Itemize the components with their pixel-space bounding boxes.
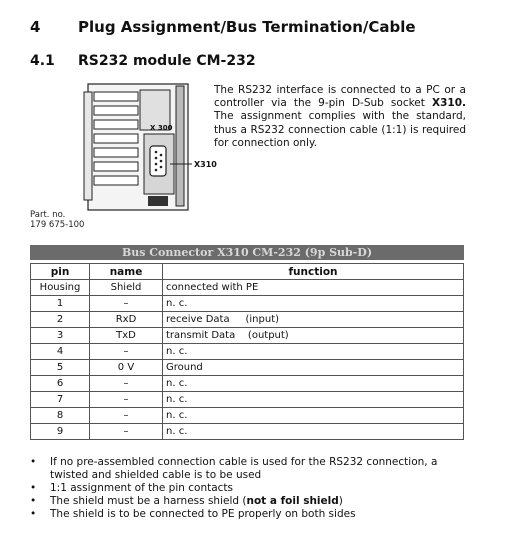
list-item: • The shield must be a harness shield (not a foil shield) <box>30 495 343 507</box>
section-title: Plug Assignment/Bus Termination/Cable <box>78 18 416 36</box>
cell-name: RxD <box>90 312 163 328</box>
list-item: • 1:1 assignment of the pin contacts <box>30 482 234 494</box>
cell-function: n. c. <box>163 392 464 408</box>
cell-name: – <box>90 376 163 392</box>
cell-pin: Housing <box>31 280 90 296</box>
table-body <box>31 280 464 440</box>
cell-name: 0 V <box>90 360 163 376</box>
table-row <box>31 376 464 392</box>
x310-label: X310 <box>194 160 217 169</box>
cell-pin: 4 <box>31 344 90 360</box>
section-heading <box>30 18 416 36</box>
note-text: The shield is to be connected to PE properly on both sides <box>50 508 356 520</box>
table-row <box>31 280 464 296</box>
socket-name: X310. <box>431 97 466 110</box>
cell-pin: 1 <box>31 296 90 312</box>
part-number-value: 179 675-100 <box>30 220 85 230</box>
table-row <box>31 296 464 312</box>
cell-pin: 2 <box>31 312 90 328</box>
table-row <box>31 392 464 408</box>
cell-function: n. c. <box>163 296 464 312</box>
header-function: function <box>163 264 464 280</box>
x300-label: X 300 <box>150 124 173 132</box>
cell-function: n. c. <box>163 344 464 360</box>
cell-pin: 3 <box>31 328 90 344</box>
description-text-1: The RS232 interface is connected to a PC or a controller via the 9-pin D-Sub socket <box>214 84 466 110</box>
note-text: ) <box>338 495 343 507</box>
cell-function: n. c. <box>163 424 464 440</box>
part-number-label: Part. no. <box>30 210 66 220</box>
cell-pin: 9 <box>31 424 90 440</box>
cell-name: – <box>90 296 163 312</box>
cell-name: – <box>90 392 163 408</box>
list-item: • The shield is to be connected to PE properly on both sides <box>30 508 356 520</box>
table-row <box>31 408 464 424</box>
cell-function: Ground <box>163 360 464 376</box>
table-title: Bus Connector X310 CM-232 (9p Sub-D) <box>30 245 464 260</box>
header-name: name <box>90 264 163 280</box>
subsection-number: 4.1 <box>30 53 55 69</box>
cell-name: – <box>90 424 163 440</box>
description-text-2: The assignment complies with the standard, thus a RS232 connection cable (1:1) is required for connection only. <box>214 110 466 149</box>
module-illustration <box>80 82 220 214</box>
cell-function: receive Data (input) <box>163 312 464 328</box>
cell-name: – <box>90 344 163 360</box>
cell-function: n. c. <box>163 376 464 392</box>
section-number: 4 <box>30 18 41 36</box>
cell-function: n. c. <box>163 408 464 424</box>
table-row <box>31 328 464 344</box>
table-row <box>31 424 464 440</box>
notes-list <box>30 456 470 521</box>
note-text: 1:1 assignment of the pin contacts <box>50 482 234 494</box>
description-paragraph <box>214 84 466 150</box>
header-pin: pin <box>31 264 90 280</box>
note-text: If no pre-assembled connection cable is used for the RS232 connection, a twisted and shielded cable is to be used <box>50 456 438 481</box>
note-emphasis: not a foil shield <box>246 495 339 507</box>
cell-function: transmit Data (output) <box>163 328 464 344</box>
cell-name: Shield <box>90 280 163 296</box>
cell-pin: 7 <box>31 392 90 408</box>
table-row <box>31 344 464 360</box>
cell-name: TxD <box>90 328 163 344</box>
table-row <box>31 360 464 376</box>
subsection-heading <box>30 53 256 69</box>
table-header-row <box>31 264 464 280</box>
cell-pin: 5 <box>31 360 90 376</box>
cell-pin: 6 <box>31 376 90 392</box>
cell-pin: 8 <box>31 408 90 424</box>
cell-function: connected with PE <box>163 280 464 296</box>
module-drawing <box>80 82 220 214</box>
note-text: The shield must be a harness shield ( <box>50 495 247 507</box>
cell-name: – <box>90 408 163 424</box>
pin-assignment-table <box>30 263 464 440</box>
list-item: • If no pre-assembled connection cable is used for the RS232 connection, a twisted and shielded cable is to be used <box>30 456 438 481</box>
table-row <box>31 312 464 328</box>
subsection-title: RS232 module CM-232 <box>78 53 256 69</box>
part-number-block <box>30 210 84 230</box>
